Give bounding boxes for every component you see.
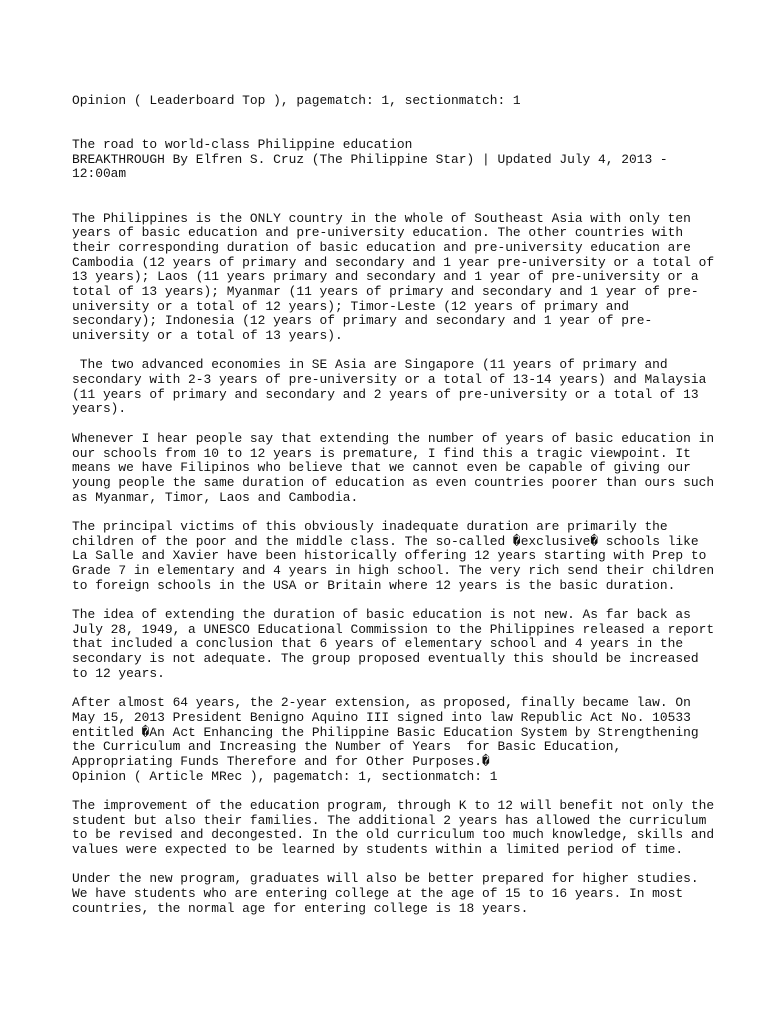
paragraph-line: to be revised and decongested. In the old curriculum too much knowledge, skills and bbox=[72, 827, 715, 843]
paragraph-line: The principal victims of this obviously inadequate duration are primarily the bbox=[72, 518, 668, 534]
paragraph-line: The two advanced economies in SE Asia are Singapore (11 years of primary and bbox=[72, 357, 668, 373]
paragraph-line: to 12 years. bbox=[72, 665, 165, 681]
paragraph-line: university or a total of 12 years); Timor-Leste (12 years of primary and bbox=[72, 298, 629, 314]
paragraph-line: Under the new program, graduates will also be better prepared for higher studies. bbox=[72, 871, 699, 887]
paragraph bbox=[72, 518, 715, 593]
paragraph bbox=[72, 798, 715, 858]
paragraph-line: July 28, 1949, a UNESCO Educational Commission to the Philippines released a report bbox=[72, 621, 715, 637]
paragraph bbox=[72, 430, 715, 505]
paragraph-line: The idea of extending the duration of basic education is not new. As far back as bbox=[72, 607, 691, 623]
article-title: The road to world-class Philippine education bbox=[72, 137, 413, 153]
paragraph-line: Whenever I hear people say that extending the number of years of basic education in bbox=[72, 430, 715, 446]
paragraph-line: to foreign schools in the USA or Britain where 12 years is the basic duration. bbox=[72, 577, 676, 593]
paragraph-line: After almost 64 years, the 2-year extension, as proposed, finally became law. On bbox=[72, 695, 691, 711]
article-body bbox=[72, 210, 715, 917]
paragraph-line: student but also their families. The additional 2 years has allowed the curriculum bbox=[72, 812, 707, 828]
paragraph-line: means we have Filipinos who believe that we cannot even be capable of giving our bbox=[72, 460, 691, 476]
paragraph bbox=[72, 358, 712, 417]
paragraph bbox=[72, 872, 712, 916]
paragraph-line: entitled �An Act Enhancing the Philippine Basic Education System by Strengthening bbox=[72, 724, 699, 740]
paragraph bbox=[72, 696, 712, 784]
paragraph-line: Grade 7 in elementary and 4 years in high school. The very rich send their children bbox=[72, 563, 715, 578]
paragraph-line: our schools from 10 to 12 years is premature, I find this a tragic viewpoint. It bbox=[72, 445, 691, 461]
paragraph-line: The improvement of the education program, through K to 12 will benefit not only the bbox=[72, 798, 715, 813]
paragraph bbox=[72, 210, 715, 344]
paragraph-line: total of 13 years); Myanmar (11 years of primary and secondary and 1 year of pre- bbox=[72, 283, 699, 299]
ad-marker-top: Opinion ( Leaderboard Top ), pagematch: 1, sectionmatch: 1 bbox=[72, 93, 521, 108]
paragraph-line: values were expected to be learned by students within a limited period of time. bbox=[72, 842, 684, 858]
paragraph-line: We have students who are entering college at the age of 15 to 16 years. In most bbox=[72, 886, 684, 902]
paragraph-line: 13 years); Laos (11 years primary and secondary and 1 year of pre-university or a bbox=[72, 269, 699, 285]
paragraph-line: May 15, 2013 President Benigno Aquino III signed into law Republic Act No. 10533 bbox=[72, 709, 691, 725]
ad-marker-inline: Opinion ( Article MRec ), pagematch: 1, sectionmatch: 1 bbox=[72, 768, 498, 784]
paragraph-line: children of the poor and the middle class. The so-called �exclusive� schools like bbox=[72, 533, 699, 549]
paragraph-line: secondary with 2-3 years of pre-university or a total of 13-14 years) and Malaysia bbox=[72, 372, 707, 388]
paragraph-line: years of basic education and pre-university education. The other countries with bbox=[72, 225, 684, 241]
paragraph-line: university or a total of 13 years). bbox=[72, 328, 343, 343]
paragraph-line: La Salle and Xavier have been historically offering 12 years starting with Prep to bbox=[72, 548, 707, 564]
document-page bbox=[72, 93, 715, 917]
paragraph-line: secondary is not adequate. The group proposed eventually this should be increased bbox=[72, 651, 699, 667]
paragraph-line: Cambodia (12 years of primary and secondary and 1 year pre-university or a total of bbox=[72, 254, 715, 270]
paragraph-line: their corresponding duration of basic education and pre-university education are bbox=[72, 239, 691, 255]
paragraph-line: the Curriculum and Increasing the Number of Years for Basic Education, bbox=[72, 739, 622, 755]
paragraph-line: The Philippines is the ONLY country in the whole of Southeast Asia with only ten bbox=[72, 210, 691, 226]
paragraph-line: secondary); Indonesia (12 years of primary and secondary and 1 year of pre- bbox=[72, 313, 653, 329]
article-byline-line: 12:00am bbox=[72, 166, 127, 182]
paragraph-line: as Myanmar, Timor, Laos and Cambodia. bbox=[72, 489, 359, 505]
paragraph-line: countries, the normal age for entering college is 18 years. bbox=[72, 900, 529, 916]
paragraph-line: Appropriating Funds Therefore and for Other Purposes.� bbox=[72, 753, 490, 769]
paragraph bbox=[72, 607, 715, 681]
paragraph-line: young people the same duration of education as even countries poorer than ours such bbox=[72, 474, 715, 490]
paragraph-line: years). bbox=[72, 401, 127, 417]
paragraph-line: (11 years of primary and secondary and 2 years of pre-university or a total of 13 bbox=[72, 386, 699, 402]
article-byline-line: BREAKTHROUGH By Elfren S. Cruz (The Philippine Star) | Updated July 4, 2013 - bbox=[72, 151, 668, 167]
paragraph-line: that included a conclusion that 6 years of elementary school and 4 years in the bbox=[72, 636, 684, 652]
